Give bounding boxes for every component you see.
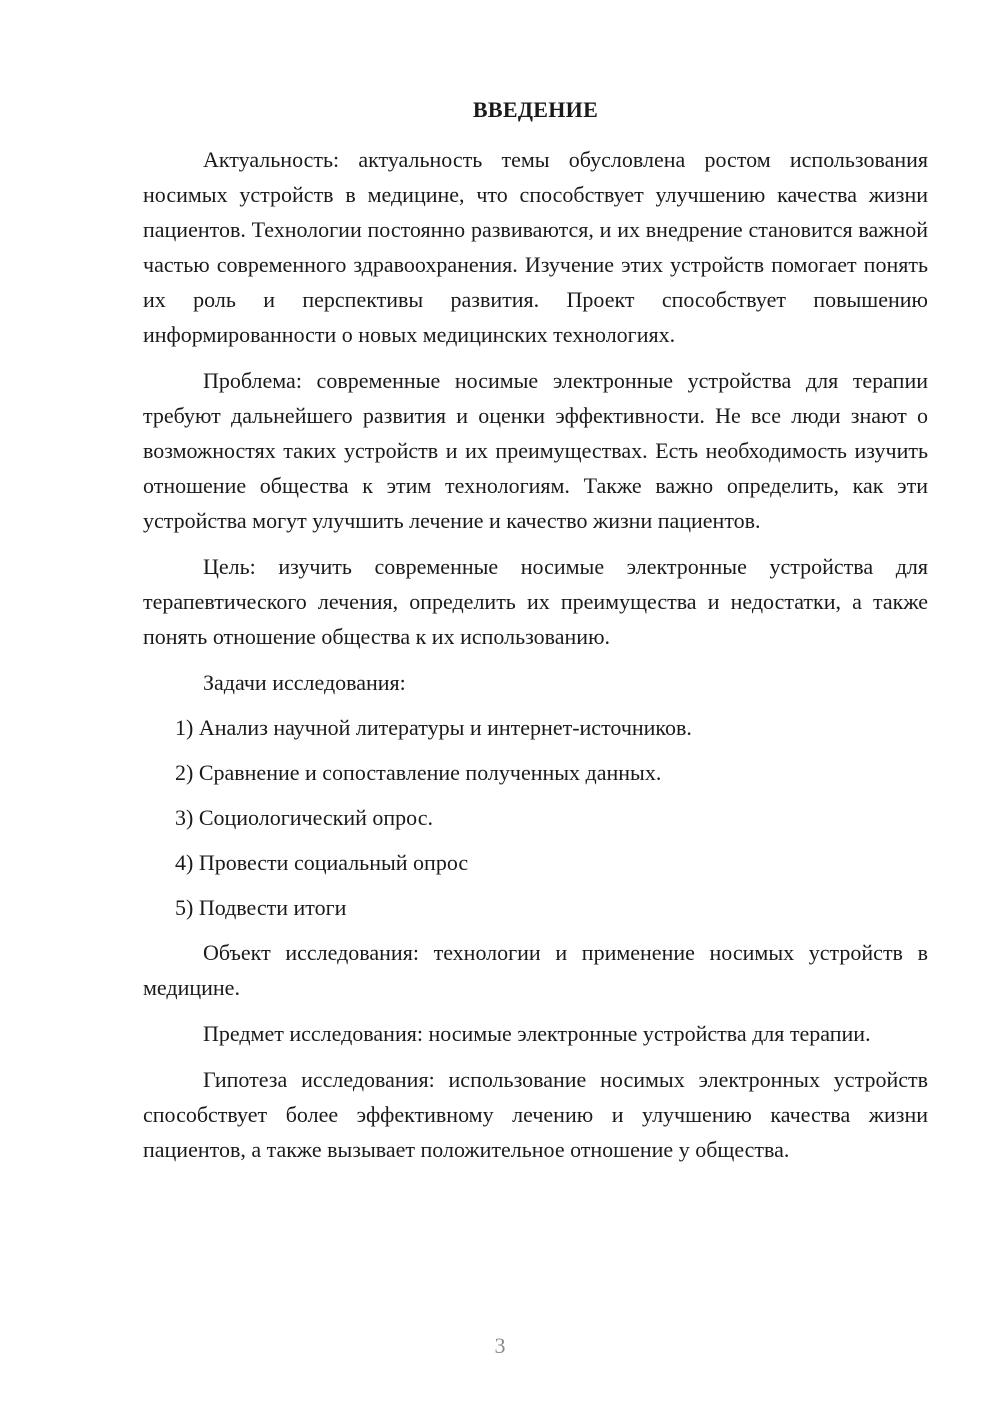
tasks-list bbox=[143, 710, 928, 925]
problem-paragraph: Проблема: современные носимые электронные устройства для терапии требуют дальнейшего развития и оценки эффективности. Не все люди знают о возможностях таких устройств и их преимуществах. Есть необходимость изучить отношение общества к этим технологиям. Также важно определить, как эти устройства могут улучшить лечение и качество жизни пациентов. bbox=[143, 368, 928, 533]
goal-paragraph: Цель: изучить современные носимые электронные устройства для терапевтического лечения, определить их преимущества и недостатки, а также понять отношение общества к их использованию. bbox=[143, 554, 928, 649]
relevance-paragraph: Актуальность: актуальность темы обусловлена ростом использования носимых устройств в медицине, что способствует улучшению качества жизни пациентов. Технологии постоянно развиваются, и их внедрение становится важной частью современного здравоохранения. Изучение этих устройств помогает понять их роль и перспективы развития. Проект способствует повышению информированности о новых медицинских технологиях. bbox=[143, 147, 928, 347]
subject-paragraph: Предмет исследования: носимые электронные устройства для терапии. bbox=[203, 1021, 871, 1046]
list-item: 3) Социологический опрос. bbox=[175, 805, 433, 830]
list-item: 4) Провести социальный опрос bbox=[175, 850, 469, 875]
list-item: 1) Анализ научной литературы и интернет-источников. bbox=[175, 715, 692, 740]
page-title: ВВЕДЕНИЕ bbox=[472, 97, 599, 122]
object-paragraph: Объект исследования: технологии и применение носимых устройств в медицине. bbox=[143, 940, 928, 1000]
document-page bbox=[143, 92, 928, 1178]
tasks-heading: Задачи исследования: bbox=[203, 670, 406, 695]
list-item: 2) Сравнение и сопоставление полученных данных. bbox=[175, 760, 662, 785]
page-number: 3 bbox=[494, 1333, 506, 1358]
list-item: 5) Подвести итоги bbox=[175, 895, 347, 920]
hypothesis-paragraph: Гипотеза исследования: использование носимых электронных устройств способствует более эффективному лечению и улучшению качества жизни пациентов, а также вызывает положительное отношение у общества. bbox=[143, 1067, 928, 1162]
